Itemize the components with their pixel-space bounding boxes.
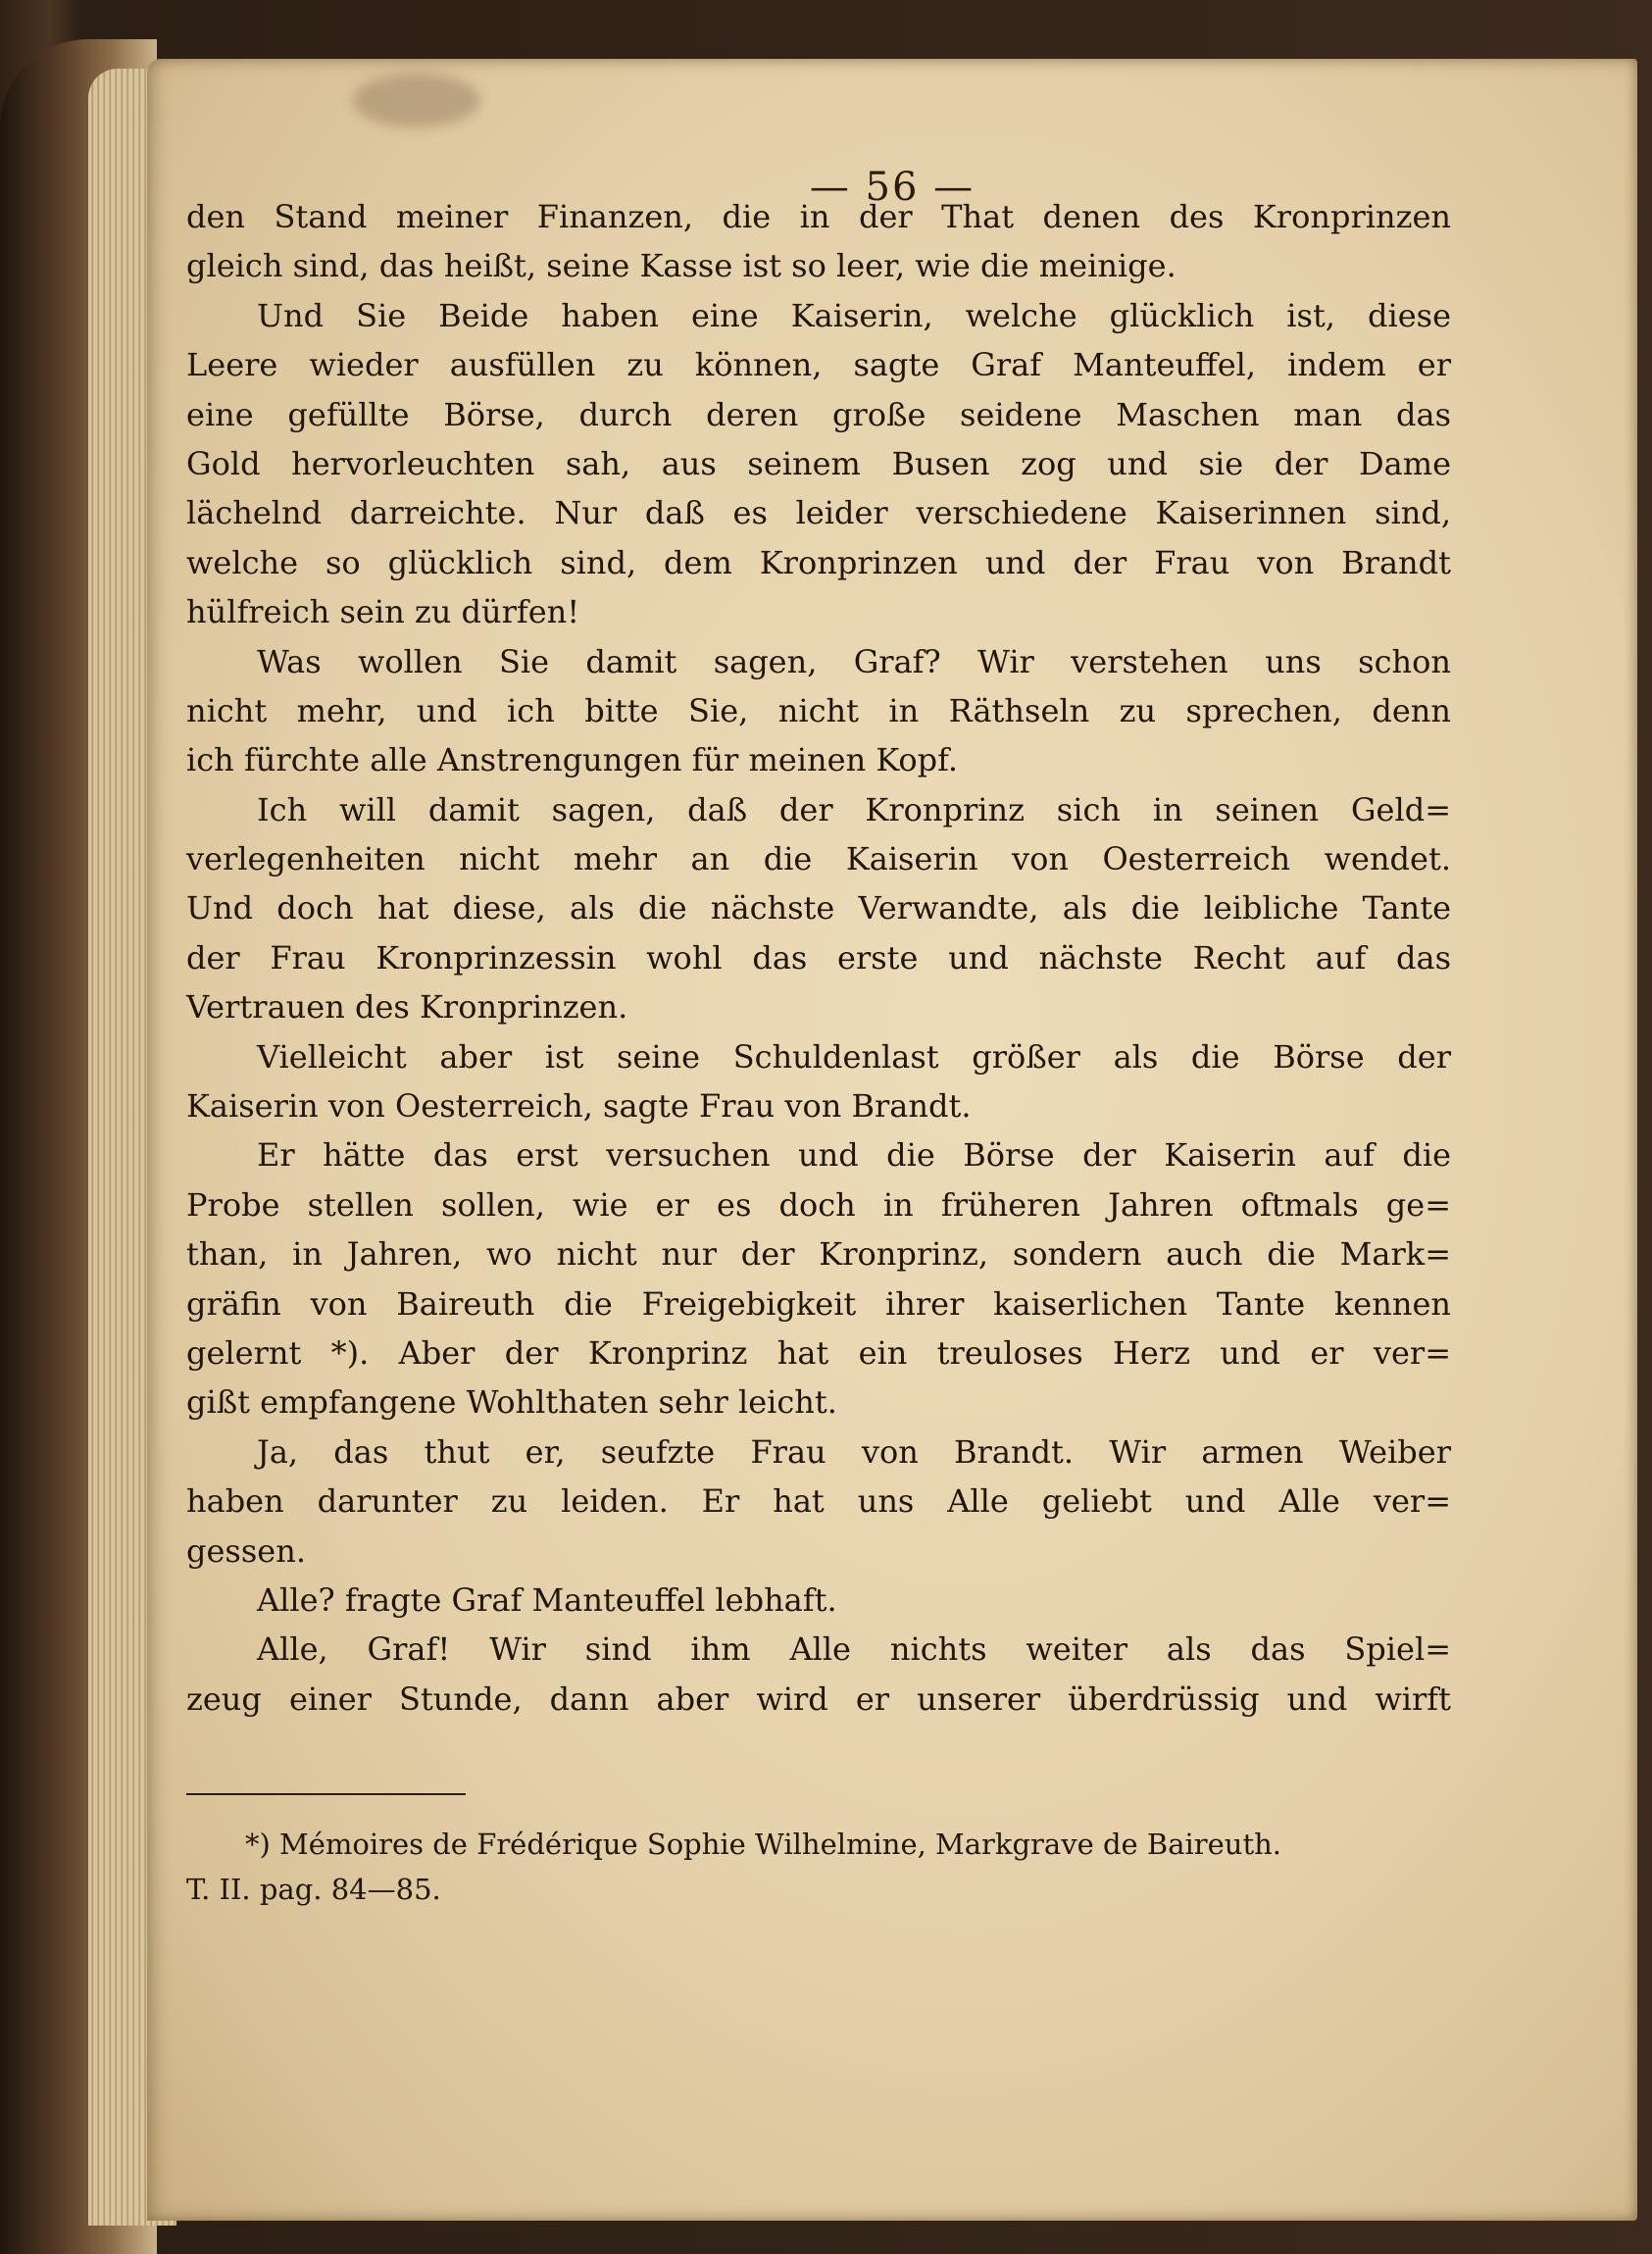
text-line: hülfreich sein zu dürfen! — [186, 593, 580, 631]
text-line: Kaiserin von Oesterreich, sagte Frau von Brandt. — [186, 1087, 972, 1126]
footnote-line: T. II. pag. 84—85. — [186, 1873, 441, 1906]
text-line: gleich sind, das heißt, seine Kasse ist so leer, wie die meinige. — [186, 247, 1176, 285]
text-line: Alle, Graf! Wir sind ihm Alle nichts weiter als das Spiel= — [257, 1630, 1451, 1669]
text-line: eine gefüllte Börse, durch deren große seidene Maschen man das — [186, 395, 1451, 433]
text-line: Vertrauen des Kronprinzen. — [186, 988, 628, 1027]
text-line: der Frau Kronprinzessin wohl das erste und nächste Recht auf das — [186, 938, 1451, 977]
text-line: Vielleicht aber ist seine Schuldenlast größer als die Börse der — [257, 1037, 1451, 1076]
text-line: lächelnd darreichte. Nur daß es leider verschiedene Kaiserinnen sind, — [186, 494, 1451, 532]
text-line: Und Sie Beide haben eine Kaiserin, welche glücklich ist, diese — [257, 296, 1451, 334]
text-line: haben darunter zu leiden. Er hat uns Alle geliebt und Alle ver= — [186, 1482, 1451, 1521]
text-line: Gold hervorleuchten sah, aus seinem Busen zog und sie der Dame — [186, 444, 1451, 482]
text-line: Leere wieder ausfüllen zu können, sagte Graf Manteuffel, indem er — [186, 346, 1451, 384]
text-line: Und doch hat diese, als die nächste Verwandte, als die leibliche Tante — [186, 889, 1451, 927]
text-line: zeug einer Stunde, dann aber wird er unserer überdrüssig und wirft — [186, 1679, 1451, 1718]
text-line: welche so glücklich sind, dem Kronprinzen und der Frau von Brandt — [186, 543, 1451, 581]
text-line: gißt empfangene Wohlthaten sehr leicht. — [186, 1383, 837, 1422]
text-line: Ja, das thut er, seufzte Frau von Brandt. Wir armen Weiber — [257, 1432, 1451, 1471]
text-line: gräfin von Baireuth die Freigebigkeit ihrer kaiserlichen Tante kennen — [186, 1284, 1451, 1323]
text-line: Was wollen Sie damit sagen, Graf? Wir verstehen uns schon — [257, 642, 1451, 680]
footnote-rule — [186, 1793, 466, 1795]
body-text — [186, 192, 1451, 1724]
text-line: nicht mehr, und ich bitte Sie, nicht in Räthseln zu sprechen, denn — [186, 691, 1451, 729]
text-line: Alle? fragte Graf Manteuffel lebhaft. — [257, 1580, 837, 1619]
footnote — [186, 1822, 1451, 1912]
footnote-line: *) Mémoires de Frédérique Sophie Wilhelmine, Markgrave de Baireuth. — [245, 1828, 1282, 1861]
text-line: Er hätte das erst versuchen und die Börse der Kaiserin auf die — [257, 1136, 1451, 1175]
text-line: verlegenheiten nicht mehr an die Kaiserin von Oesterreich wendet. — [186, 840, 1451, 878]
page-stain — [353, 74, 480, 127]
text-line: Probe stellen sollen, wie er es doch in früheren Jahren oftmals ge= — [186, 1185, 1451, 1224]
text-line: gelernt *). Aber der Kronprinz hat ein treuloses Herz und er ver= — [186, 1333, 1451, 1372]
text-line: den Stand meiner Finanzen, die in der That denen des Kronprinzen — [186, 198, 1451, 235]
text-line: Ich will damit sagen, daß der Kronprinz sich in seinen Geld= — [257, 790, 1451, 828]
text-line: than, in Jahren, wo nicht nur der Kronprinz, sondern auch die Mark= — [186, 1235, 1451, 1274]
text-line: ich fürchte alle Anstrengungen für meinen Kopf. — [186, 741, 959, 779]
text-line: gessen. — [186, 1531, 306, 1570]
page-number: — 56 — — [809, 165, 976, 210]
